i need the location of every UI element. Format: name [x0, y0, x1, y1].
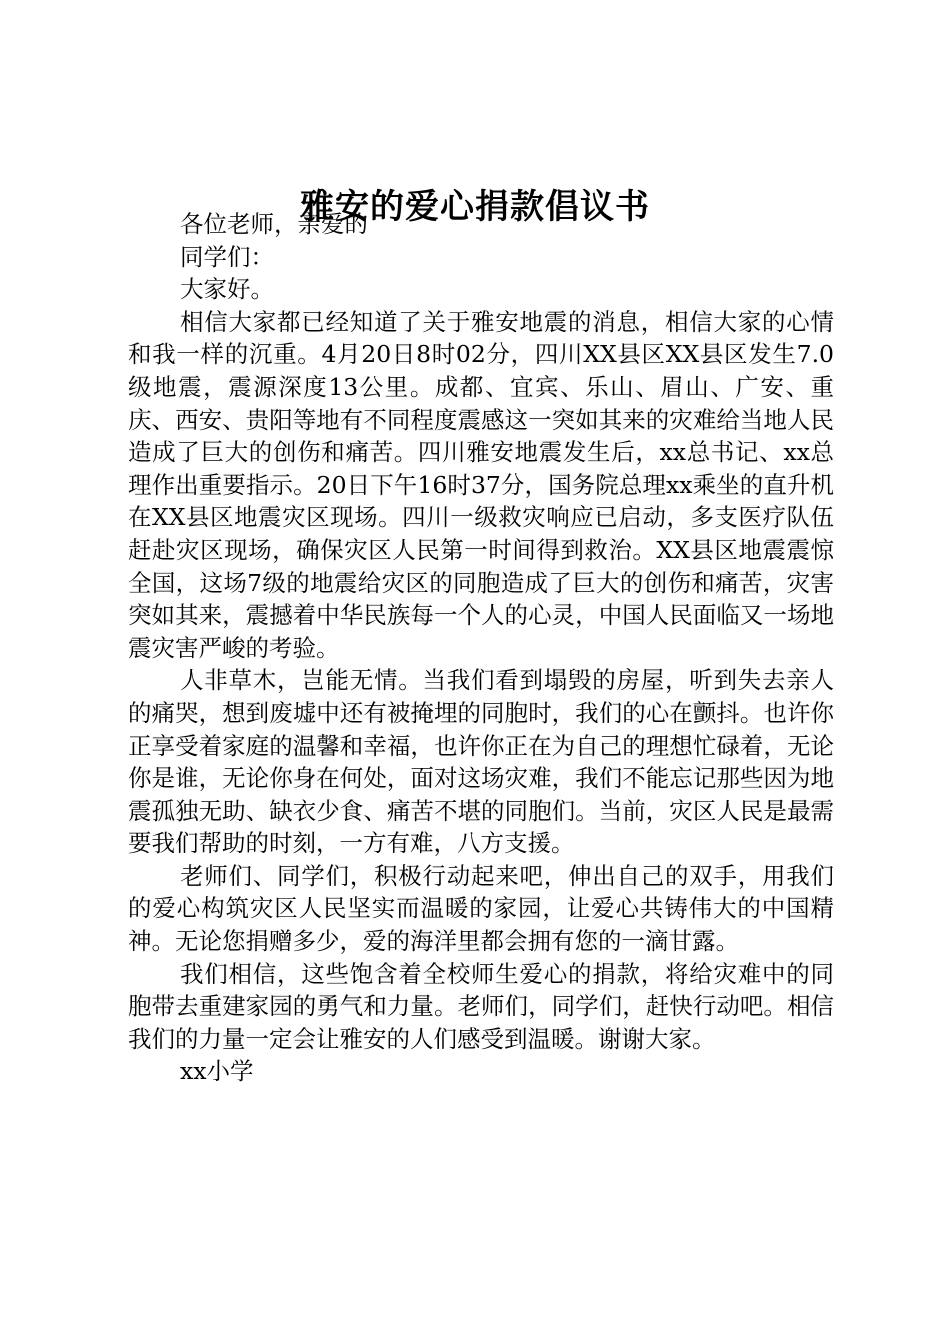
paragraph-4: 我们相信，这些饱含着全校师生爱心的捐款，将给灾难中的同胞带去重建家园的勇气和力量。老师们，同学们，赶快行动吧。相信我们的力量一定会让雅安的人们感受到温暖。谢谢大家。	[128, 959, 834, 1053]
signature: xx小学	[180, 1057, 254, 1086]
document-body	[128, 208, 834, 1088]
paragraph-1: 相信大家都已经知道了关于雅安地震的消息，相信大家的心情和我一样的沉重。4月20日8时02分，四川XX县区XX县区发生7.0级地震，震源深度13公里。成都、宜宾、乐山、眉山、广安、重庆、西安、贵阳等地有不同程度震感这一突如其来的灾难给当地人民造成了巨大的创伤和痛苦。四川雅安地震发生后，xx总书记、xx总理作出重要指示。20日下午16时37分，国务院总理xx乘坐的直升机在XX县区地震灾区现场。四川一级救灾响应已启动，多支医疗队伍赶赴灾区现场，确保灾区人民第一时间得到救治。XX县区地震震惊全国，这场7级的地震给灾区的同胞造成了巨大的创伤和痛苦，灾害突如其来，震撼着中华民族每一个人的心灵，中国人民面临又一场地震灾害严峻的考验。	[128, 307, 834, 662]
greeting: 大家好。	[180, 275, 274, 304]
paragraph-3: 老师们、同学们，积极行动起来吧，伸出自己的双手，用我们的爱心构筑灾区人民坚实而温暖的家园，让爱心共铸伟大的中国精神。无论您捐赠多少，爱的海洋里都会拥有您的一滴甘露。	[128, 861, 834, 956]
document-title: 雅安的爱心捐款倡议书	[300, 187, 650, 227]
salutation-line-1: 各位老师，亲爱的	[180, 210, 368, 238]
paragraph-2: 人非草木，岂能无情。当我们看到塌毁的房屋，听到失去亲人的痛哭，想到废墟中还有被掩埋的同胞时，我们的心在颤抖。也许你正享受着家庭的温馨和幸福，也许你正在为自己的理想忙碌着，无论你是谁，无论你身在何处，面对这场灾难，我们不能忘记那些因为地震孤独无助、缺衣少食、痛苦不堪的同胞们。当前，灾区人民是最需要我们帮助的时刻，一方有难，八方支援。	[128, 666, 834, 858]
salutation-line-2: 同学们：	[180, 242, 274, 271]
